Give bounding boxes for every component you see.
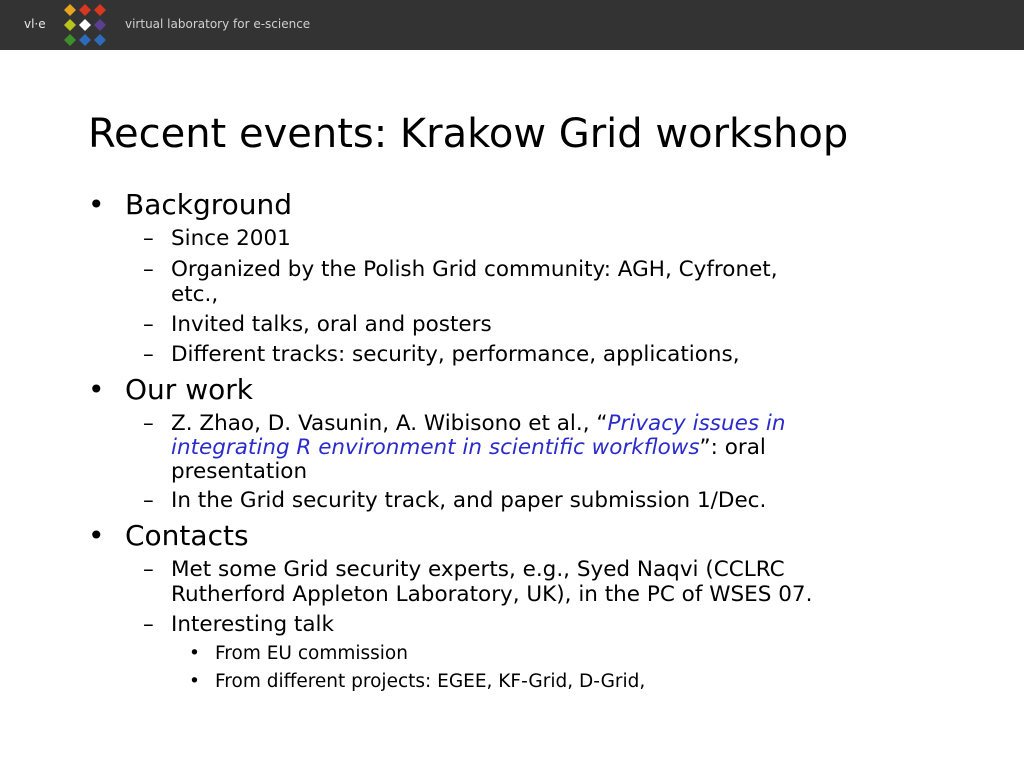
list-item-continuation: presentation xyxy=(171,459,308,484)
header-tagline: virtual laboratory for e-science xyxy=(125,17,311,31)
bullet-marker: • xyxy=(88,373,105,406)
logo-tile xyxy=(64,34,76,46)
logo-tile xyxy=(64,19,76,31)
logo-tile xyxy=(79,19,91,31)
list-item-text: Interesting talk xyxy=(171,612,334,637)
vle-logo-icon xyxy=(63,3,107,47)
dash-marker: – xyxy=(143,488,154,513)
slide-title: Recent events: Krakow Grid workshop xyxy=(88,111,849,157)
list-item-continuation: Rutherford Appleton Laboratory, UK), in the PC of WSES 07. xyxy=(171,582,813,607)
dash-marker: – xyxy=(143,257,154,282)
paper-title-line1: Privacy issues in xyxy=(607,411,786,436)
dash-marker: – xyxy=(143,411,154,436)
dash-marker: – xyxy=(143,226,154,251)
dash-marker: – xyxy=(143,612,154,637)
bullet-marker: • xyxy=(88,519,105,552)
bullet-our-work-label: Our work xyxy=(125,373,253,406)
list-item-text: Invited talks, oral and posters xyxy=(171,312,492,337)
list-item-text: In the Grid security track, and paper submission 1/Dec. xyxy=(171,488,767,513)
header-bar xyxy=(0,0,1024,50)
logo-tile xyxy=(79,34,91,46)
paper-authors: Z. Zhao, D. Vasunin, A. Wibisono et al., “ xyxy=(171,411,608,436)
dash-marker: – xyxy=(143,342,154,367)
paper-title-line2: integrating R environment in scientific workflows xyxy=(171,435,700,460)
logo-tile xyxy=(94,19,106,31)
sub-bullet-marker: • xyxy=(189,643,200,664)
bullet-contacts-label: Contacts xyxy=(125,519,249,552)
sub-bullet-marker: • xyxy=(189,671,200,692)
logo-tile xyxy=(79,4,91,16)
paper-suffix: ”: oral xyxy=(699,435,766,460)
dash-marker: – xyxy=(143,557,154,582)
list-item-text: Met some Grid security experts, e.g., Syed Naqvi (CCLRC xyxy=(171,557,785,582)
bullet-background-label: Background xyxy=(125,188,293,221)
logo-tile xyxy=(94,4,106,16)
list-item-continuation: etc., xyxy=(171,282,219,307)
list-item-text: Organized by the Polish Grid community: AGH, Cyfronet, xyxy=(171,257,778,282)
logo-tile xyxy=(94,34,106,46)
sub-list-item-text: From EU commission xyxy=(215,643,408,664)
logo-tile xyxy=(64,4,76,16)
brand-wordmark: vl·e xyxy=(24,17,46,31)
list-item-continuation xyxy=(171,436,766,461)
list-item-text: Different tracks: security, performance, applications, xyxy=(171,342,740,367)
bullet-marker: • xyxy=(88,188,105,221)
sub-list-item-text: From different projects: EGEE, KF-Grid, D-Grid, xyxy=(215,671,646,692)
list-item-text: Since 2001 xyxy=(171,226,291,251)
dash-marker: – xyxy=(143,312,154,337)
